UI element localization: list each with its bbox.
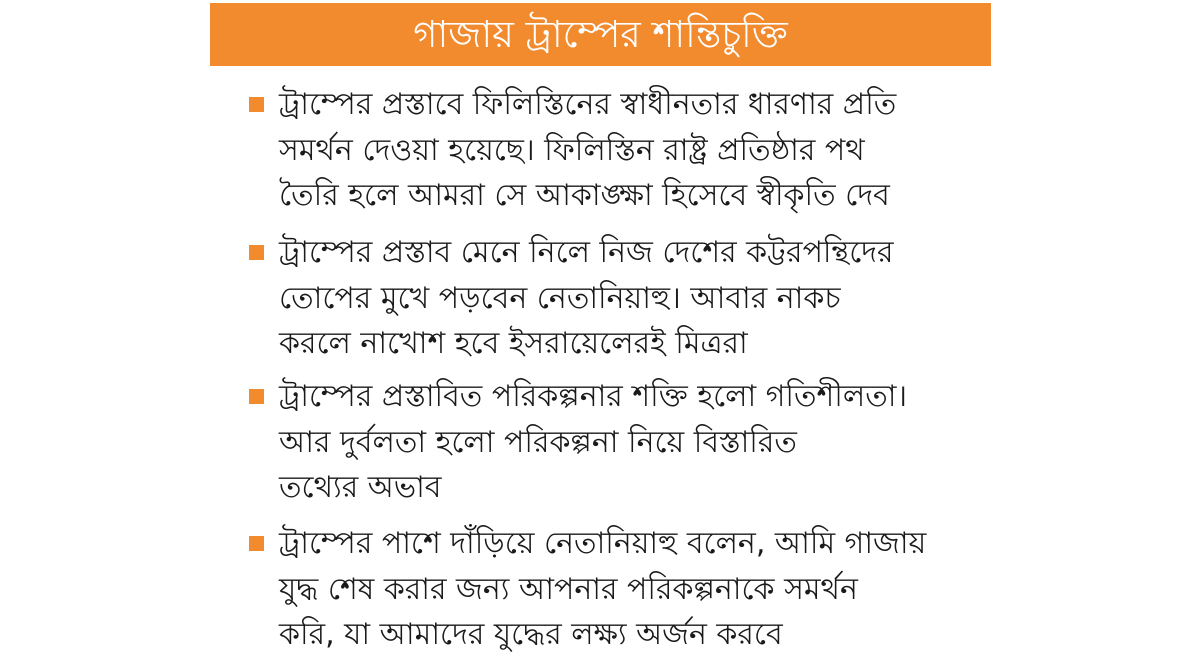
list-item — [243, 521, 1000, 671]
page-title: গাজায় ট্রাম্পের শান্তিচুক্তি — [413, 13, 788, 56]
list-item-text: ট্রাম্পের প্রস্তাবিত পরিকল্পনার শক্তি হলো গতিশীলতা। আর দুর্বলতা হলো পরিকল্পনা নিয়ে বিস্তারিত তথ্যের অভাব — [279, 379, 908, 505]
list-item-text: ট্রাম্পের প্রস্তাব মেনে নিলে নিজ দেশের কট্টরপন্থিদের তোপের মুখে পড়বেন নেতানিয়াহু। আবার নাকচ করলে নাখোশ হবে ইসরায়েলেরই মিত্ররা — [279, 235, 894, 361]
list-item — [243, 374, 1000, 521]
list-item-text: ট্রাম্পের পাশে দাঁড়িয়ে নেতানিয়াহু বলেন, আমি গাজায় যুদ্ধ শেষ করার জন্য আপনার পরিকল্পনাকে সমর্থন করি, যা আমাদের যুদ্ধের লক্ষ্য অর্জন করবে — [279, 526, 927, 652]
square-bullet-icon — [249, 389, 264, 404]
square-bullet-icon — [249, 97, 264, 112]
title-banner — [210, 3, 991, 66]
square-bullet-icon — [249, 536, 264, 551]
list-item-text: ট্রাম্পের প্রস্তাবে ফিলিস্তিনের স্বাধীনতার ধারণার প্রতি সমর্থন দেওয়া হয়েছে। ফিলিস্তিন রাষ্ট্র প্রতিষ্ঠার পথ তৈরি হলে আমরা সে আকাঙ্ক্ষা হিসেবে স্বীকৃতি দেব — [279, 87, 897, 213]
bullet-list — [243, 82, 1000, 671]
square-bullet-icon — [249, 245, 264, 260]
list-item — [243, 82, 1000, 230]
list-item — [243, 230, 1000, 374]
